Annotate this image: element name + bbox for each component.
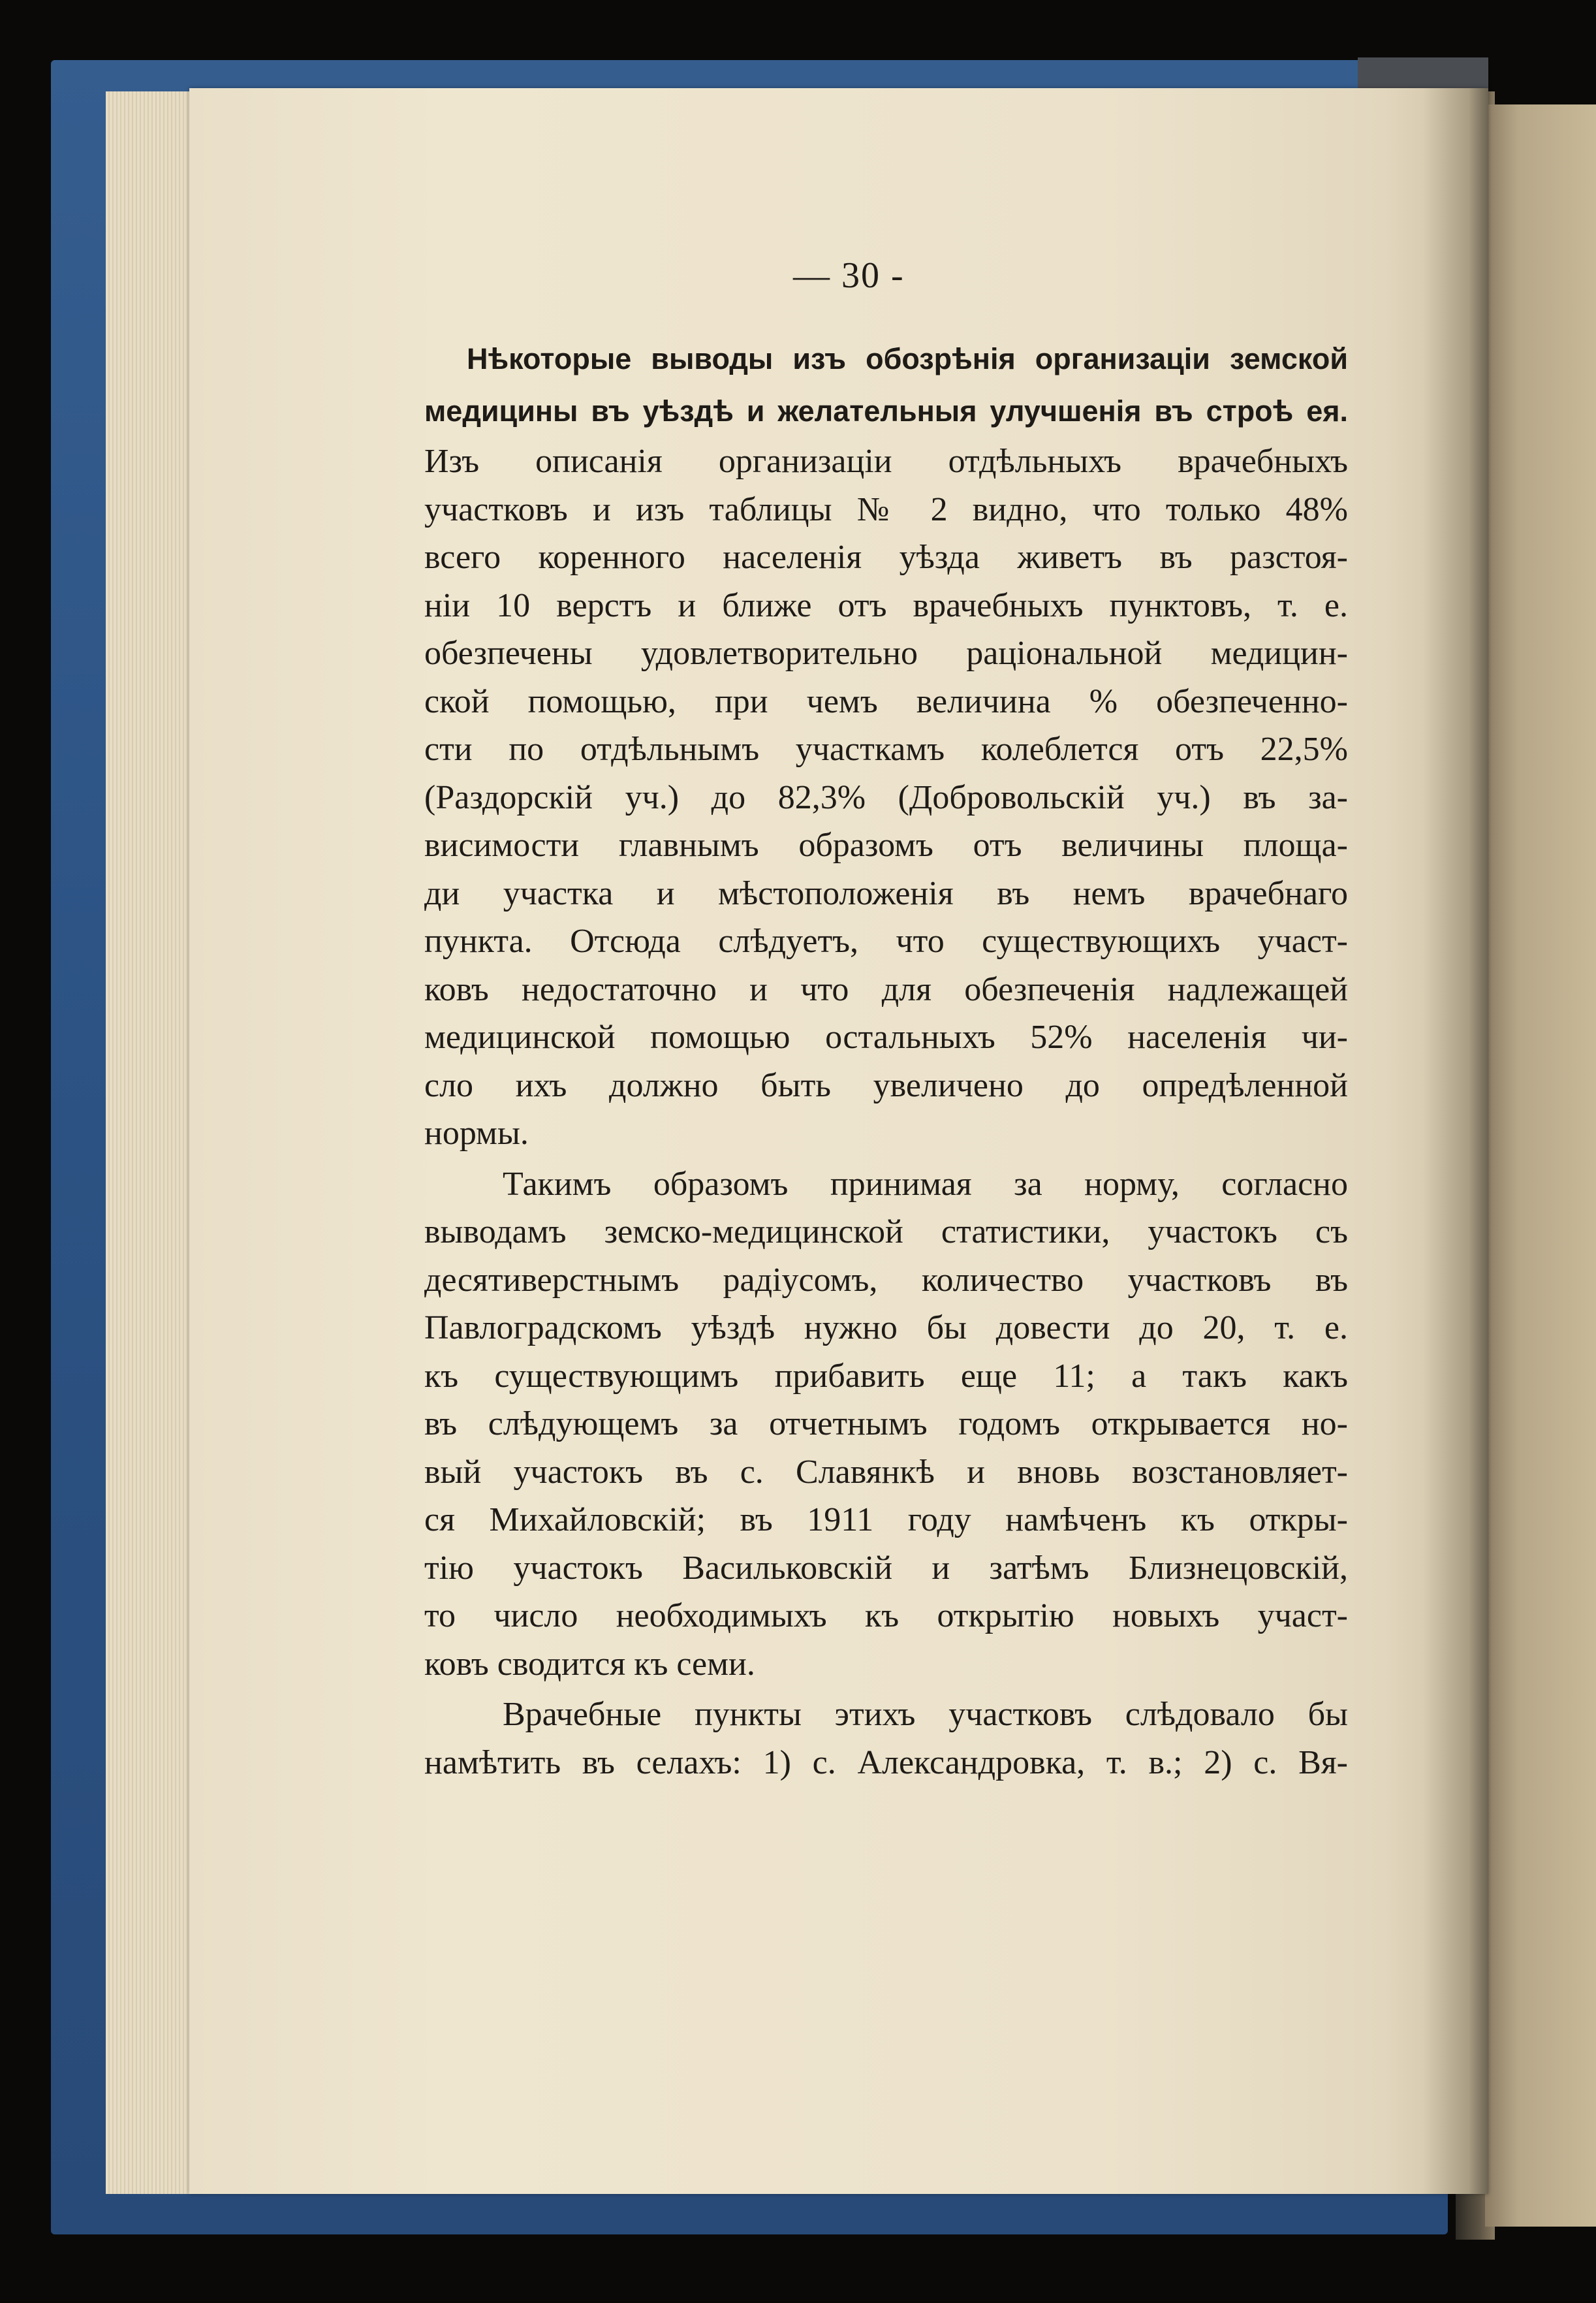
text-line: нормы. [424,1115,529,1152]
text-line: висимости главнымъ образомъ отъ величины площа- [424,827,1348,864]
cover-edge [1358,57,1488,90]
page-edges [106,91,197,2194]
paragraph-3 [424,1691,1348,1787]
text-line: Такимъ образомъ принимая за норму, согласно [503,1165,1348,1203]
text-line: тію участокъ Васильковскій и затѣмъ Близнецовскій, [424,1549,1348,1587]
page-text [424,258,1348,1787]
text-line: въ слѣдующемъ за отчетнымъ годомъ открывается но- [424,1405,1348,1442]
text-line: медицинской помощью остальныхъ 52% населенія чи- [424,1019,1348,1056]
text-line: ніи 10 верстъ и ближе отъ врачебныхъ пунктовъ, т. е. [424,586,1348,624]
paragraph-1 [424,437,1348,1158]
text-line: ковъ сводится къ семи. [424,1645,755,1683]
section-heading [424,258,1348,437]
text-line: ди участка и мѣстоположенія въ немъ врачебнаго [424,874,1348,912]
text-line: Врачебные пункты этихъ участковъ слѣдовало бы [503,1696,1348,1733]
text-line: Изъ описанія организаціи отдѣльныхъ врачебныхъ [424,443,1348,480]
page-number: — 30 - [793,255,905,296]
text-line: ся Михайловскій; въ 1911 году намѣченъ къ откры- [424,1501,1348,1538]
text-line: участковъ и изъ таблицы № 2 видно, что только 48% [424,490,1348,528]
text-line: то число необходимыхъ къ открытію новыхъ участ- [424,1597,1348,1634]
text-line: всего коренного населенія уѣзда живетъ въ разстоя- [424,539,1348,576]
text-line: пункта. Отсюда слѣдуетъ, что существующихъ участ- [424,923,1348,960]
text-line: (Раздорскій уч.) до 82,3% (Добровольскій уч.) въ за- [424,778,1348,816]
gutter-shadow [1423,88,1488,2194]
text-line: обезпечены удовлетворительно раціональной медицин- [424,635,1348,672]
adjacent-page [1485,104,1596,2227]
text-line: ковъ недостаточно и что для обезпеченія надлежащей [424,970,1348,1008]
text-line: сти по отдѣльнымъ участкамъ колеблется отъ 22,5% [424,731,1348,768]
text-line: Павлоградскомъ уѣздѣ нужно бы довести до 20, т. е. [424,1309,1348,1346]
text-line: выводамъ земско-медицинской статистики, участокъ съ [424,1213,1348,1250]
heading-line: медицины въ уѣздѣ и желательныя улучшенія въ строѣ ея. [424,394,1348,428]
heading-line: Нѣкоторые выводы изъ обозрѣнія организаціи земской [467,342,1348,375]
text-line: десятиверстнымъ радіусомъ, количество участковъ въ [424,1261,1348,1299]
text-line: сло ихъ должно быть увеличено до опредѣленной [424,1066,1348,1104]
text-line: къ существующимъ прибавить еще 11; а такъ какъ [424,1357,1348,1395]
text-line: намѣтить въ селахъ: 1) с. Александровка, т. в.; 2) с. Вя- [424,1743,1348,1781]
text-line: ской помощью, при чемъ величина % обезпеченно- [424,682,1348,720]
text-line: вый участокъ въ с. Славянкѣ и вновь возстановляет- [424,1453,1348,1491]
paragraph-2 [424,1160,1348,1689]
